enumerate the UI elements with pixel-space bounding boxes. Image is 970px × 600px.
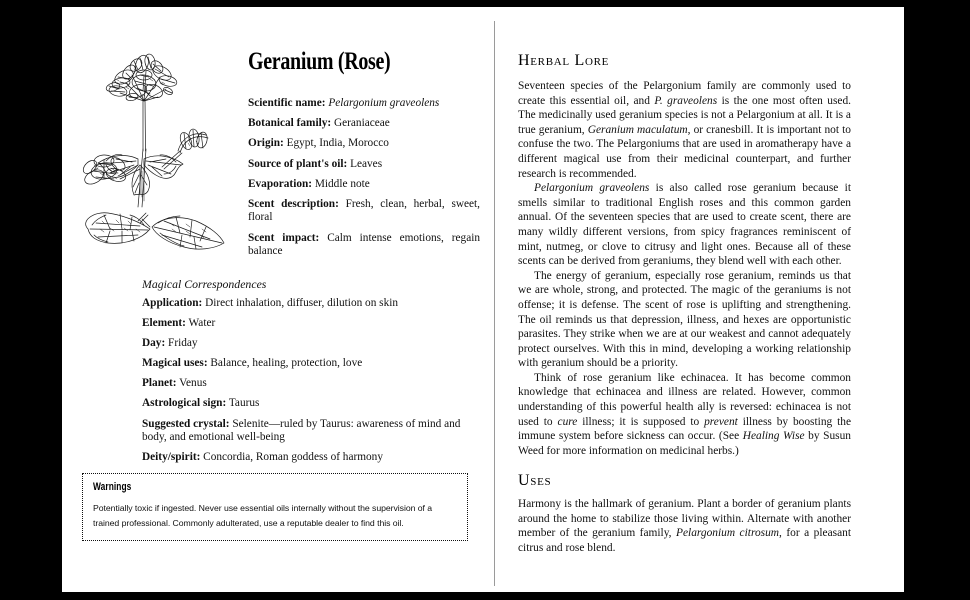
fact-row — [248, 232, 480, 259]
fact-value: Calm intense emotions, regain balance — [248, 231, 480, 258]
magical-correspondence-value: Concordia, Roman goddess of harmony — [200, 451, 383, 464]
magical-correspondence-row — [142, 297, 482, 311]
fact-label: Origin: — [248, 137, 284, 150]
fact-row — [248, 178, 480, 191]
magical-correspondence-label: Astrological sign: — [142, 397, 227, 410]
magical-correspondence-value: Friday — [165, 336, 198, 349]
magical-correspondence-row — [142, 357, 482, 371]
fact-label: Evaporation: — [248, 177, 313, 190]
herbal-lore-heading: Herbal Lore — [518, 52, 610, 69]
magical-correspondence-row — [142, 418, 482, 445]
magical-correspondence-label: Deity/spirit: — [142, 451, 201, 464]
warnings-callout-box — [82, 473, 468, 541]
warnings-heading: Warnings — [93, 481, 132, 493]
magical-correspondences-heading: Magical Correspondences — [142, 277, 267, 291]
fact-value: Middle note — [312, 177, 370, 190]
magical-correspondence-label: Suggested crystal: — [142, 417, 230, 430]
magical-correspondence-label: Day: — [142, 336, 166, 349]
left-page — [62, 7, 494, 592]
fact-value: Leaves — [347, 157, 383, 170]
uses-body — [518, 497, 851, 555]
fact-value: Pelargonium graveolens — [325, 97, 440, 109]
body-paragraph: The energy of geranium, especially rose geranium, reminds us that we are whole, strong, and protected. The magic of the geraniums is not offense; it is defense. The scent of rose is uplifting and strengthening. The oil reminds us that depression, illness, and hexes are opportunistic parasites. They strike when we are at our weakest and cannot adequately protect ourselves. With this in mind, developing a working relationship with geranium should be a priority. — [518, 269, 851, 370]
magical-correspondence-value: Balance, healing, protection, love — [207, 357, 363, 370]
magical-correspondence-row — [142, 377, 482, 391]
magical-correspondence-row — [142, 397, 482, 411]
plant-fact-list — [248, 97, 480, 265]
magical-correspondence-label: Element: — [142, 316, 186, 329]
fact-label: Scent impact: — [248, 231, 320, 244]
magical-correspondence-value: Direct inhalation, diffuser, dilution on skin — [202, 296, 399, 309]
magical-correspondence-label: Application: — [142, 296, 203, 309]
fact-row — [248, 97, 480, 110]
magical-correspondence-row — [142, 317, 482, 331]
magical-correspondences-section — [142, 277, 482, 472]
herbal-lore-body — [518, 79, 851, 458]
fact-label: Scent description: — [248, 198, 339, 211]
magical-correspondence-value: Selenite—ruled by Taurus: awareness of mind and body, and emotional well-being — [142, 417, 461, 444]
fact-row — [248, 198, 480, 225]
fact-row — [248, 117, 480, 130]
right-page — [495, 7, 904, 592]
magical-correspondence-value: Water — [185, 316, 216, 329]
fact-row — [248, 158, 480, 171]
page-title: Geranium (Rose) — [248, 48, 391, 75]
fact-value: Fresh, clean, herbal, sweet, floral — [248, 198, 480, 224]
fact-label: Botanical family: — [248, 117, 332, 130]
magical-correspondence-label: Planet: — [142, 377, 177, 390]
body-paragraph: Harmony is the hallmark of geranium. Plant a border of geranium plants around the home to stabilize those living within. Alternate with another member of the geranium family, Pelargonium citrosum, for a pleasant citrus and rose blend. — [518, 498, 851, 554]
magical-correspondence-row — [142, 337, 482, 351]
book-page-spread — [62, 7, 904, 592]
fact-label: Scientific name: — [248, 97, 326, 109]
magical-correspondences-list — [142, 297, 482, 466]
uses-heading: Uses — [518, 472, 552, 489]
magical-correspondence-label: Magical uses: — [142, 357, 208, 370]
fact-value: Egypt, India, Morocco — [283, 137, 389, 150]
magical-correspondence-value: Venus — [176, 377, 207, 390]
body-paragraph: Think of rose geranium like echinacea. It has become common knowledge that echinacea and illness are related. However, common understanding of this powerful health ally is reversed: echinacea is not used to cure illness; it is supposed to prevent illness by boosting the immune system before sickness can occur. (See Healing Wise by Susun Weed for more information on medicinal herbs.) — [518, 371, 852, 457]
body-paragraph: Seventeen species of the Pelargonium family are commonly used to create this essential oil, and P. graveolens is the one most often used. The medicinally used geranium species is not a Pelargonium at all. It is a true geranium, Geranium maculatum, or cranesbill. It is important not to confuse the two. The Pelargoniums that are used in aromatherapy have a different magical use from their medicinal counterpart, and further research is recommended. — [518, 80, 852, 180]
geranium-illustration — [80, 31, 235, 276]
fact-row — [248, 137, 480, 150]
body-paragraph: Pelargonium graveolens is also called rose geranium because it smells similar to traditional English roses and this common garden annual. Of the seventeen species that are used to create scent, there are many wildly different versions, from spicy fragrances reminiscent of mint, nutmeg, or clove to citrusy and light ones. Because all of these scents can be derived from geraniums, they blend well with each other. — [518, 182, 851, 268]
magical-correspondence-value: Taurus — [226, 397, 260, 410]
fact-label: Source of plant's oil: — [248, 157, 348, 170]
fact-value: Geraniaceae — [331, 117, 390, 130]
magical-correspondence-row — [142, 451, 482, 465]
warnings-text: Potentially toxic if ingested. Never use essential oils internally without the supervision of a trained professional. Commonly adulterated, use a reputable dealer to find this oil. — [93, 503, 433, 528]
